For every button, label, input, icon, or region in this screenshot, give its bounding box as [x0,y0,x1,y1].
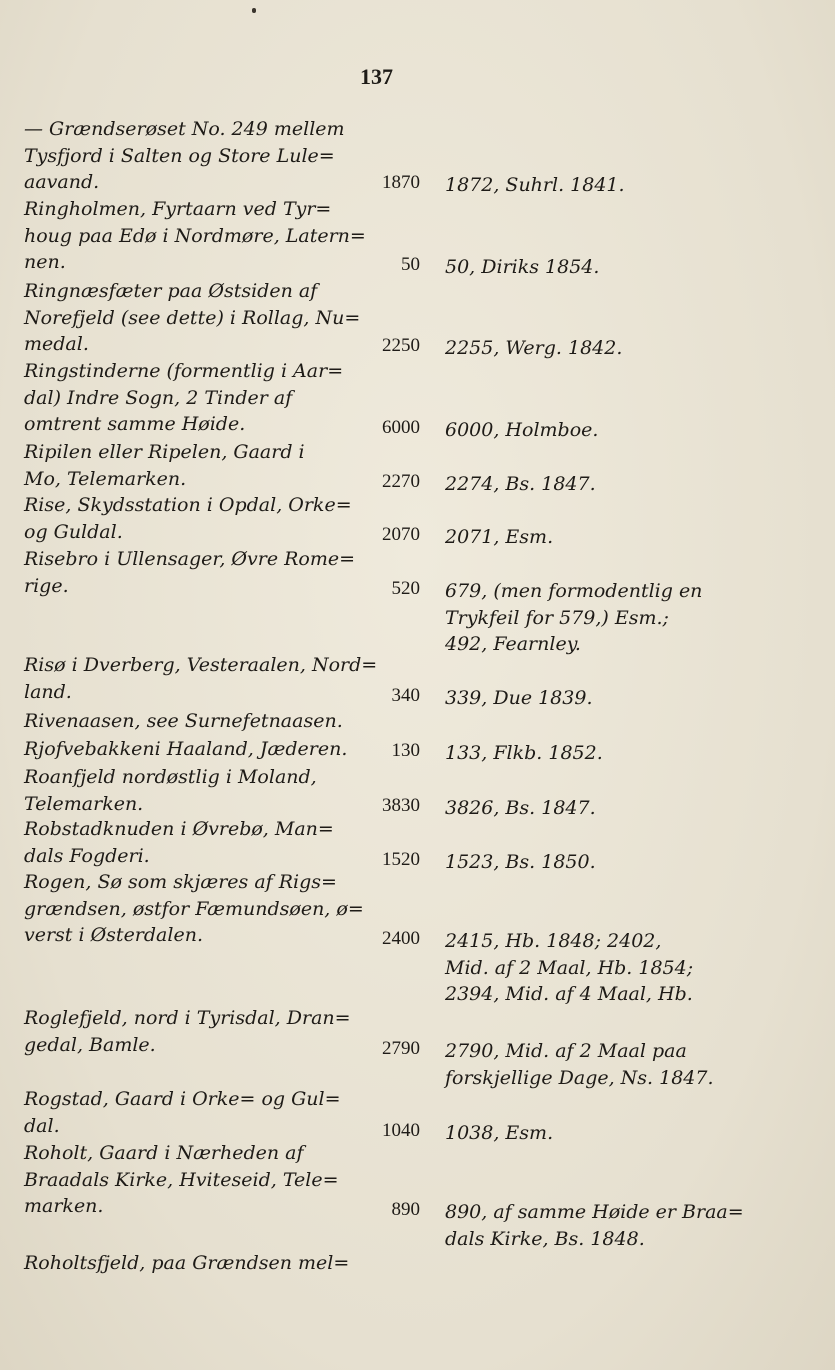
source-line: 50, Diriks 1854. [445,256,600,278]
entry-height: 1870 [382,172,420,193]
entry-description [24,1086,360,1139]
entry-source [445,928,717,1008]
description-line: Robstadknuden i Øvrebø, Man= [24,818,334,840]
entry-description [24,764,360,817]
description-line: rige. [24,574,69,597]
entry-height: 130 [391,740,420,761]
entry-description [24,816,360,869]
description-line: dals Fogderi. [24,844,150,867]
description-line: Ringstinderne (formentlig i Aar= [24,360,344,382]
description-line: Ripilen eller Ripelen, Gaard i [24,441,305,463]
entry-height: 2250 [382,335,420,356]
description-line: Rogstad, Gaard i Orke= og Gul= [24,1088,341,1110]
description-line: og Guldal. [24,520,123,543]
source-line: 679, (men formodentlig en [445,580,703,602]
description-line: dal) Indre Sogn, 2 Tinder af [24,386,293,409]
source-line: 339, Due 1839. [445,687,593,709]
description-line: Roholtsfjeld, paa Grændsen mel= [24,1252,350,1274]
description-line: Ringnæsfæter paa Østsiden af [24,280,318,302]
description-line: Braadals Kirke, Hviteseid, Tele= [24,1168,339,1191]
source-line: 1872, Suhrl. 1841. [445,174,625,196]
source-line: Trykfeil for 579,) Esm.; [445,606,669,629]
description-line: Ringholmen, Fyrtaarn ved Tyr= [24,198,332,220]
description-line: nen. [24,251,66,273]
description-line: aavand. [24,171,100,193]
description-line: land. [24,680,72,703]
entry-description [24,736,360,763]
entry-source [445,1120,717,1147]
entry-source [445,849,717,876]
entry-description [24,439,360,492]
description-line: Roglefjeld, nord i Tyrisdal, Dran= [24,1007,351,1029]
entry-description [24,546,360,599]
entry-description [24,1250,360,1277]
entry-description [24,708,360,735]
entry-height: 2790 [382,1038,420,1059]
entry-height: 2400 [382,928,420,949]
source-line: Mid. af 2 Maal, Hb. 1854; [445,956,694,979]
source-line: 133, Flkb. 1852. [445,742,603,764]
source-line: 492, Fearnley. [445,633,581,655]
source-line: 2071, Esm. [445,526,554,548]
entry-source [445,795,717,822]
entry-description [24,1005,360,1058]
description-line: Tysfjord i Salten og Store Lule= [24,144,335,167]
entry-height: 2070 [382,524,420,545]
entry-height: 1520 [382,849,420,870]
description-line: Rogen, Sø som skjæres af Rigs= [24,871,337,893]
description-line: Rise, Skydsstation i Opdal, Orke= [24,494,352,516]
description-line: Rjofvebakkeni Haaland, Jæderen. [24,738,348,760]
source-line: dals Kirke, Bs. 1848. [445,1227,645,1250]
description-line: — Grændserøset No. 249 mellem [24,118,345,140]
entry-height: 340 [391,685,420,706]
description-line: dal. [24,1114,60,1137]
entry-source [445,524,717,551]
entry-source [445,740,717,767]
entry-height: 520 [391,578,420,599]
description-line: Telemarken. [24,792,144,815]
source-line: 1038, Esm. [445,1122,554,1144]
entry-height: 890 [391,1199,420,1220]
description-line: Roanfjeld nordøstlig i Moland, [24,766,317,788]
entry-description [24,869,364,949]
description-line: medal. [24,333,89,355]
description-line: Norefjeld (see dette) i Rollag, Nu= [24,306,361,329]
source-line: 2415, Hb. 1848; 2402, [445,930,662,952]
source-line: 890, af samme Høide er Braa= [445,1201,744,1223]
entry-description [24,278,360,358]
entry-source [445,1038,717,1091]
entry-source [445,578,717,658]
source-line: forskjellige Dage, Ns. 1847. [445,1066,714,1089]
entry-description [24,492,360,545]
entry-description [24,196,366,276]
description-line: Risø i Dverberg, Vesteraalen, Nord= [24,654,378,676]
entry-height: 3830 [382,795,420,816]
source-line: 2394, Mid. af 4 Maal, Hb. [445,983,693,1005]
source-line: 1523, Bs. 1850. [445,851,596,873]
entry-source [445,254,717,281]
source-line: 3826, Bs. 1847. [445,797,596,819]
source-line: 2274, Bs. 1847. [445,473,596,495]
entry-description [24,116,360,196]
source-line: 2790, Mid. af 2 Maal paa [445,1040,687,1062]
entry-source [445,685,717,712]
description-line: marken. [24,1195,104,1217]
page-number: 137 [360,64,393,89]
description-line: Risebro i Ullensager, Øvre Rome= [24,548,356,570]
entry-height: 6000 [382,417,420,438]
entry-source [445,335,717,362]
entry-height: 1040 [382,1120,420,1141]
source-line: 6000, Holmboe. [445,419,599,441]
print-speck [252,8,256,13]
description-line: verst i Østerdalen. [24,924,203,946]
entry-source [445,172,717,199]
description-line: houg paa Edø i Nordmøre, Latern= [24,224,366,247]
entry-description [24,1140,360,1220]
description-line: grændsen, østfor Fæmundsøen, ø= [24,897,364,920]
description-line: Roholt, Gaard i Nærheden af [24,1142,304,1164]
entry-description [24,652,378,705]
entry-height: 2270 [382,471,420,492]
entry-height: 50 [401,254,420,275]
description-line: Mo, Telemarken. [24,467,187,490]
entry-description [24,358,360,438]
entry-source [445,417,717,444]
description-line: Rivenaasen, see Surnefetnaasen. [24,710,343,732]
description-line: gedal, Bamle. [24,1033,156,1056]
entry-source [445,471,717,498]
entry-source [445,1199,744,1252]
description-line: omtrent samme Høide. [24,413,246,435]
source-line: 2255, Werg. 1842. [445,337,623,359]
